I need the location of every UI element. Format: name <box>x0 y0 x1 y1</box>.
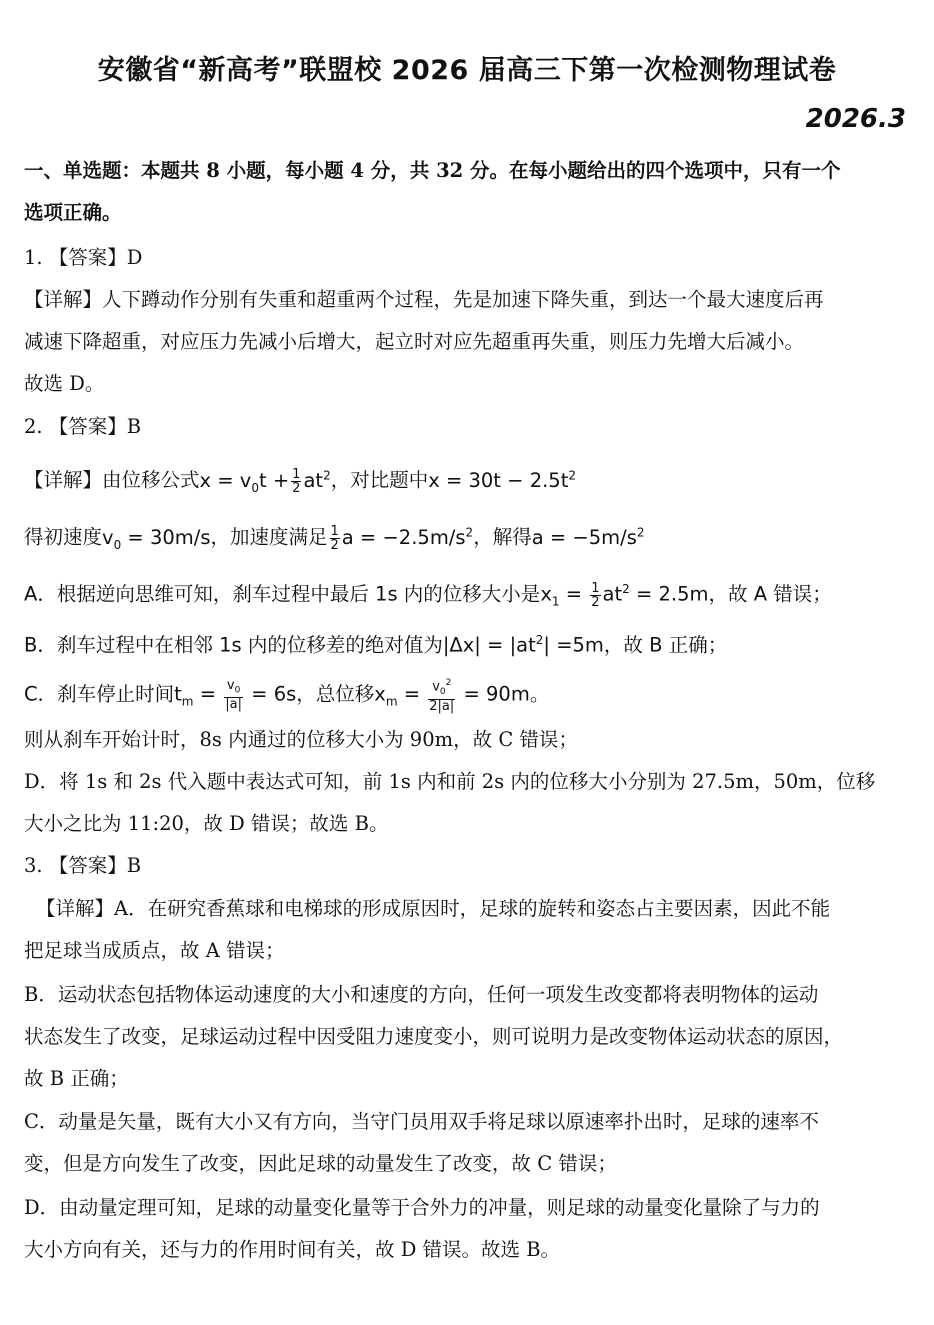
formula-half-a: $\frac{1}{2}$ $a = -2.5m/s^2$ <box>330 523 474 553</box>
q1-detail-line1: 【详解】人下蹲动作分别有失重和超重两个过程，先是加速下降失重，到达一个最大速度后再 <box>24 288 824 311</box>
q1-answer: 1. 【答案】D <box>24 246 143 269</box>
q3-detail-line1: 【详解】A．在研究香蕉球和电梯球的形成原因时，足球的旋转和姿态占主要因素，因此不能 <box>36 897 831 920</box>
q3-detail-line2: 把足球当成质点，故 A 错误； <box>24 939 285 962</box>
section-heading-cont: 选项正确。 <box>24 201 122 224</box>
q2-detail-mid: ，对比题中 <box>330 468 429 492</box>
q2-detail-line1 <box>24 462 912 500</box>
q2-l2-mid: ，加速度满足 <box>210 525 328 549</box>
q2-option-b: B．刹车过程中在相邻 1s 内的位移差的绝对值为$|\Delta x| = |at^2| =5m$，故 B 正确； <box>24 633 728 657</box>
q2-l2-prefix: 得初速度 <box>24 525 103 549</box>
q3-option-b-line3: 故 B 正确； <box>24 1067 129 1090</box>
formula-displacement: $x = v_0t$ + $\frac{1}{2}$ $at^2$ <box>199 466 331 496</box>
q2-option-d-line2: 大小之比为 11:20，故 D 错误；故选 B。 <box>24 812 389 835</box>
q2-option-c-cont: 则从刹车开始计时，8s 内通过的位移大小为 90m，故 C 错误； <box>24 728 578 751</box>
q2-l2-suffix: ，解得 <box>473 525 532 549</box>
q3-option-c-line2: 变，但是方向发生了改变，因此足球的动量发生了改变，故 C 错误； <box>24 1152 617 1175</box>
section-heading: 一、单选题：本题共 8 小题，每小题 4 分，共 32 分。在每小题给出的四个选项中，只有一个 <box>24 159 841 182</box>
formula-given: $x = 30t - 2.5t^2$ <box>428 468 576 492</box>
q2-detail-line2 <box>24 519 912 557</box>
formula-a: $a = -5m/s^2$ <box>531 525 645 549</box>
q2-option-c: C．刹车停止时间$t_m$ = $\frac{v_0}{|a|}$ = 6s，总位移$x_m$ = $\frac{v_0^2}{2|a|}$ = 90m。 <box>24 677 550 714</box>
q2-detail-prefix: 【详解】由位移公式 <box>24 468 200 492</box>
q1-detail-line3: 故选 D。 <box>24 372 105 395</box>
q3-option-d-line1: D．由动量定理可知，足球的动量变化量等于合外力的冲量，则足球的动量变化量除了与力的 <box>24 1196 820 1219</box>
q3-option-d-line2: 大小方向有关，还与力的作用时间有关，故 D 错误。故选 B。 <box>24 1238 561 1261</box>
q3-option-c-line1: C．动量是矢量，既有大小又有方向，当守门员用双手将足球以原速率扑出时，足球的速率不 <box>24 1110 819 1133</box>
page-title: 安徽省“新高考”联盟校 2026 届高三下第一次检测物理试卷 <box>97 55 837 86</box>
exam-date: 2026.3 <box>805 104 906 134</box>
q2-option-a: A．根据逆向思维可知，刹车过程中最后 1s 内的位移大小是$x_1$ = $\frac{1}{2}$ $at^2 = 2.5m$，故 A 错误； <box>24 580 832 610</box>
q3-option-b-line2: 状态发生了改变，足球运动过程中因受阻力速度变小，则可说明力是改变物体运动状态的原因， <box>24 1025 844 1048</box>
q1-detail-line2: 减速下降超重，对应压力先减小后增大，起立时对应先超重再失重，则压力先增大后减小。 <box>24 330 805 353</box>
q2-option-d-line1: D．将 1s 和 2s 代入题中表达式可知，前 1s 内和前 2s 内的位移大小分别为 27.5m，50m，位移 <box>24 770 876 793</box>
q2-answer: 2. 【答案】B <box>24 415 142 438</box>
q3-option-b-line1: B．运动状态包括物体运动速度的大小和速度的方向，任何一项发生改变都将表明物体的运动 <box>24 983 819 1006</box>
formula-v0: $v_0 = 30m/s$ <box>102 525 211 552</box>
q3-answer: 3. 【答案】B <box>24 854 142 877</box>
